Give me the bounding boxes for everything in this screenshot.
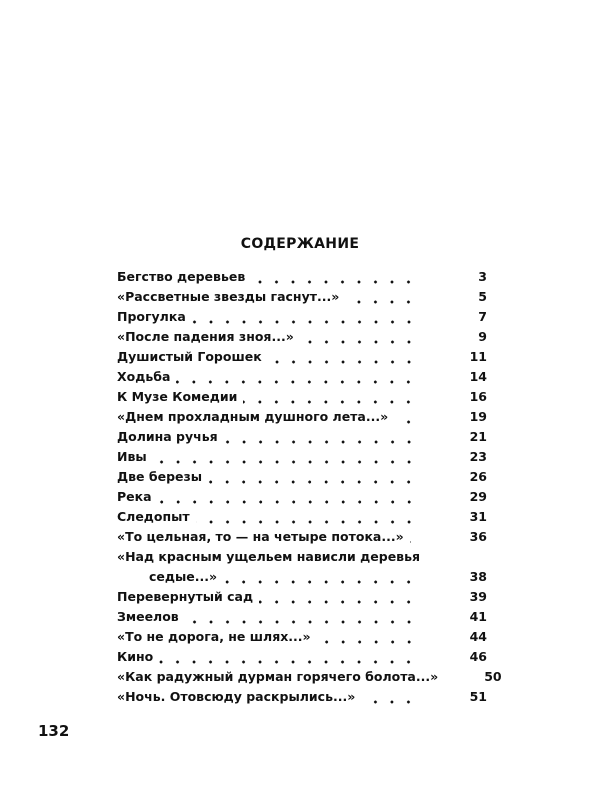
entry-title: «Над красным ущельем нависли деревья: [117, 549, 421, 564]
entry-title: Долина ручья: [117, 429, 218, 444]
dot-leader: [268, 360, 417, 364]
toc-entry: [117, 309, 487, 329]
entry-title: Перевернутый сад: [117, 589, 254, 604]
toc-entry: [117, 289, 487, 309]
page-number: 132: [38, 722, 70, 740]
toc-entry: [117, 469, 487, 489]
entry-title: «Рассветные звезды гаснут...»: [117, 289, 340, 304]
entry-page: 44: [469, 629, 487, 644]
entry-page: 5: [478, 289, 487, 304]
dot-leader: [224, 440, 417, 444]
dot-leader: [159, 660, 417, 664]
entry-page: 46: [469, 649, 487, 664]
toc-entry: [117, 669, 502, 689]
dot-leader: [361, 700, 417, 704]
entry-page: 9: [478, 329, 487, 344]
dot-leader: [300, 340, 417, 344]
entry-title: Две березы: [117, 469, 203, 484]
entry-page: 14: [469, 369, 487, 384]
toc-entry: [117, 449, 487, 469]
dot-leader: [345, 300, 417, 304]
dot-leader: [158, 500, 417, 504]
toc-entry: [117, 509, 487, 529]
entry-page: 26: [469, 469, 487, 484]
entry-title: К Музе Комедии: [117, 389, 238, 404]
entry-title: Следопыт: [117, 509, 190, 524]
dot-leader: [243, 400, 417, 404]
toc-entry: [117, 329, 487, 349]
entry-title: Кино: [117, 649, 154, 664]
dot-leader: [208, 480, 417, 484]
entry-page: 23: [469, 449, 487, 464]
toc-entry: [117, 349, 487, 369]
entry-title: «То цельная, то — на четыре потока...»: [117, 529, 404, 544]
entry-page: 41: [469, 609, 487, 624]
entry-page: 31: [469, 509, 487, 524]
dot-leader: [192, 320, 417, 324]
toc-entry: [117, 529, 487, 549]
table-of-contents: [117, 269, 502, 709]
entry-page: 11: [469, 349, 487, 364]
entry-title: «То не дорога, не шлях...»: [117, 629, 311, 644]
entry-title: Бегство деревьев: [117, 269, 246, 284]
dot-leader: [251, 280, 417, 284]
entry-title: «Днем прохладным душного лета...»: [117, 409, 389, 424]
toc-entry: [117, 649, 487, 669]
dot-leader: [394, 420, 417, 424]
entry-page: 7: [478, 309, 487, 324]
entry-title: Змеелов: [117, 609, 179, 624]
dot-leader: [176, 380, 417, 384]
entry-page: 38: [469, 569, 487, 584]
entry-page: 21: [469, 429, 487, 444]
entry-page: 19: [469, 409, 487, 424]
toc-entry: [117, 549, 487, 569]
entry-title: «Ночь. Отовсюду раскрылись...»: [117, 689, 356, 704]
entry-page: 3: [478, 269, 487, 284]
entry-title: «Как радужный дурман горячего болота...»: [117, 669, 439, 684]
page-title: СОДЕРЖАНИЕ: [240, 236, 360, 252]
entry-title: Ходьба: [117, 369, 171, 384]
toc-entry: [117, 609, 487, 629]
dot-leader: [259, 600, 417, 604]
entry-title: Ивы: [117, 449, 147, 464]
entry-page: 29: [469, 489, 487, 504]
toc-entry: [117, 429, 487, 449]
entry-page: 36: [469, 529, 487, 544]
toc-entry: [117, 569, 487, 589]
entry-title: Душистый Горошек: [117, 349, 262, 364]
entry-page: 50: [484, 669, 502, 684]
dot-leader: [317, 640, 417, 644]
dot-leader: [185, 620, 417, 624]
dot-leader: [410, 540, 417, 544]
entry-title: Прогулка: [117, 309, 186, 324]
dot-leader: [196, 520, 417, 524]
entry-page: 51: [469, 689, 487, 704]
entry-title: Река: [117, 489, 152, 504]
toc-entry: [117, 629, 487, 649]
entry-title: седые...»: [149, 569, 218, 584]
toc-entry: [117, 489, 487, 509]
toc-entry: [117, 269, 487, 289]
toc-entry: [117, 409, 487, 429]
entry-page: 39: [469, 589, 487, 604]
toc-entry: [117, 689, 487, 709]
entry-page: 16: [469, 389, 487, 404]
toc-entry: [117, 389, 487, 409]
entry-title: «После падения зноя...»: [117, 329, 294, 344]
toc-entry: [117, 369, 487, 389]
toc-entry: [117, 589, 487, 609]
dot-leader: [223, 580, 417, 584]
dot-leader: [153, 460, 417, 464]
